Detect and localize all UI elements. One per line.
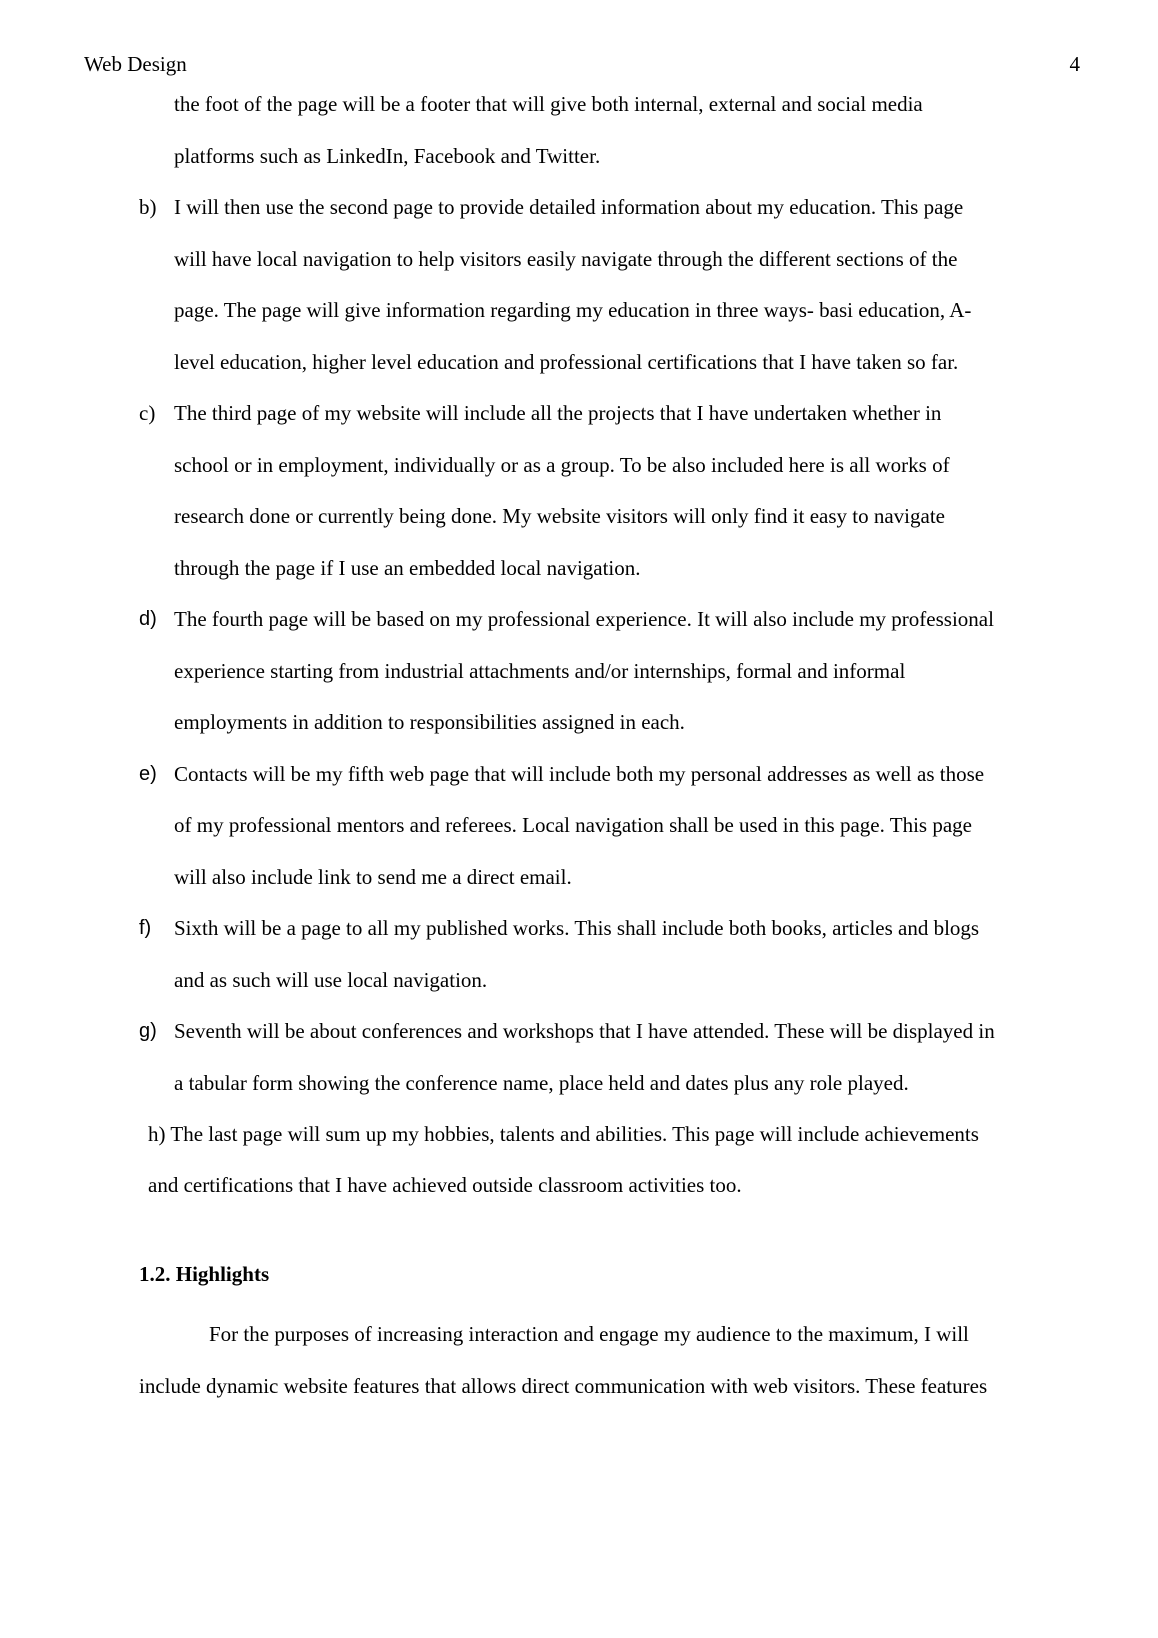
list-item-line <box>148 1120 979 1148</box>
paragraph-line: For the purposes of increasing interaction and engage my audience to the maximum, I will <box>209 1322 969 1346</box>
list-item-line: I will then use the second page to provide detailed information about my education. This page <box>174 195 964 219</box>
list-item-line: Sixth will be a page to all my published works. This shall include both books, articles and blogs <box>174 916 980 940</box>
page-number: 4 <box>1069 52 1080 76</box>
list-item-line: of my professional mentors and referees. Local navigation shall be used in this page. This page <box>174 813 972 837</box>
paragraph-line: platforms such as LinkedIn, Facebook and Twitter. <box>174 144 601 168</box>
list-marker: d) <box>139 608 157 630</box>
list-marker: b) <box>139 195 157 219</box>
list-item-line: level education, higher level education and professional certifications that I have taken so far. <box>174 350 959 374</box>
list-item-line: through the page if I use an embedded local navigation. <box>174 556 641 580</box>
list-marker: h) <box>148 1122 166 1146</box>
list-item-line: The fourth page will be based on my professional experience. It will also include my professional <box>174 607 994 631</box>
list-item-line: and as such will use local navigation. <box>174 968 488 992</box>
list-item-line: Contacts will be my fifth web page that will include both my personal addresses as well as those <box>174 762 985 786</box>
list-item-line: will also include link to send me a direct email. <box>174 865 572 889</box>
list-item-line: will have local navigation to help visitors easily navigate through the different sections of the <box>174 247 958 271</box>
running-header-title: Web Design <box>84 52 187 76</box>
list-item-line: employments in addition to responsibilities assigned in each. <box>174 710 685 734</box>
paragraph-line: include dynamic website features that allows direct communication with web visitors. These features <box>139 1374 988 1398</box>
section-heading: 1.2. Highlights <box>139 1262 270 1286</box>
list-item-line: school or in employment, individually or as a group. To be also included here is all works of <box>174 453 950 477</box>
list-item-line: experience starting from industrial attachments and/or internships, formal and informal <box>174 659 906 683</box>
list-item-line: research done or currently being done. My website visitors will only find it easy to navigate <box>174 504 945 528</box>
list-item-line: and certifications that I have achieved outside classroom activities too. <box>148 1173 742 1197</box>
list-item-line: The third page of my website will include all the projects that I have undertaken whether in <box>174 401 942 425</box>
list-marker: f) <box>139 917 152 939</box>
list-item-line: a tabular form showing the conference name, place held and dates plus any role played. <box>174 1071 909 1095</box>
list-item-line: Seventh will be about conferences and workshops that I have attended. These will be displayed in <box>174 1019 995 1043</box>
list-marker: e) <box>139 763 157 785</box>
list-marker: c) <box>139 401 156 425</box>
paragraph-line: the foot of the page will be a footer that will give both internal, external and social media <box>174 92 923 116</box>
list-marker: g) <box>139 1020 157 1042</box>
list-item-text: The last page will sum up my hobbies, talents and abilities. This page will include achievements <box>170 1122 979 1146</box>
list-item-line: page. The page will give information regarding my education in three ways- basi education, A- <box>174 298 972 322</box>
